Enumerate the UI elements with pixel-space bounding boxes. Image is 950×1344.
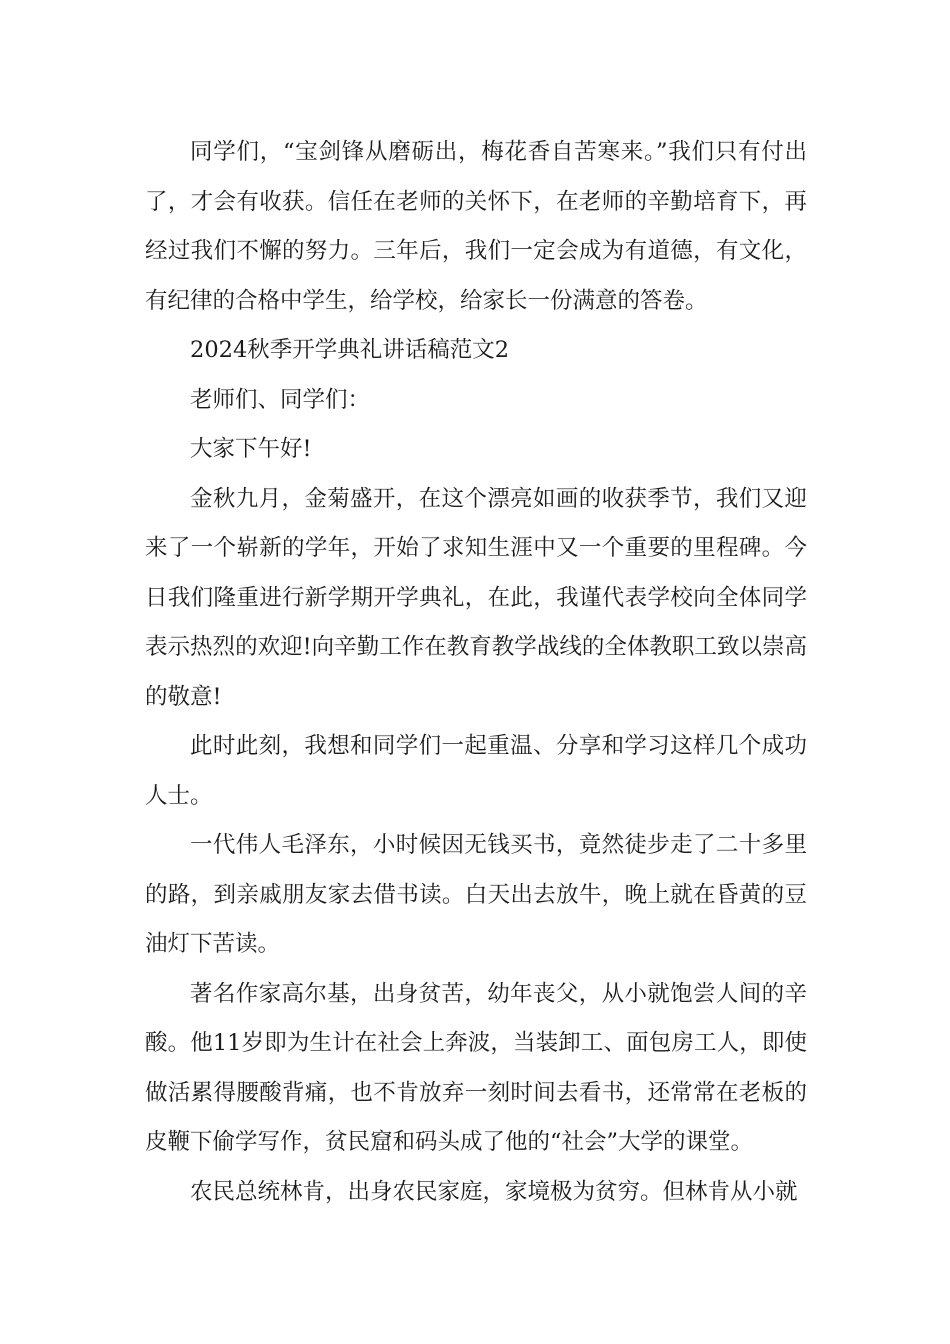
greeting: 大家下午好!	[190, 436, 312, 462]
salutation: 老师们、同学们：	[190, 386, 371, 413]
paragraph-mao: 一代伟人毛泽东，小时候因无钱买书，竟然徒步走了二十多里的路，到亲戚朋友家去借书读。白天出去放牛，晚上就在昏黄的豆油灯下苦读。	[145, 832, 807, 957]
section-title: 2024秋季开学典礼讲话稿范文2	[190, 337, 510, 363]
paragraph-gorky: 著名作家高尔基，出身贫苦，幼年丧父，从小就饱尝人间的辛酸。他11岁即为生计在社会上奔波，当装卸工、面包房工人，即使做活累得腰酸背痛，也不肯放弃一刻时间去看书，还常常在老板的皮鞭下偷学写作，贫民窟和码头成了他的“社会”大学的课堂。	[145, 980, 807, 1155]
paragraph-perseverance: 同学们，“宝剑锋从磨砺出，梅花香自苦寒来。”我们只有付出了，才会有收获。信任在老师的关怀下，在老师的辛勤培育下，再经过我们不懈的努力。三年后，我们一定会成为有道德，有文化，有纪律的合格中学生，给学校，给家长一份满意的答卷。	[145, 139, 807, 314]
paragraph-welcome: 金秋九月，金菊盛开，在这个漂亮如画的收获季节，我们又迎来了一个崭新的学年，开始了求知生涯中又一个重要的里程碑。今日我们隆重进行新学期开学典礼，在此，我谨代表学校向全体同学表示热烈的欢迎!向辛勤工作在教育教学战线的全体教职工致以崇高的敬意!	[145, 485, 807, 710]
document-body	[145, 128, 807, 1217]
paragraph-lincoln: 农民总统林肯，出身农民家庭，家境极为贫穷。但林肯从小就	[190, 1178, 798, 1205]
paragraph-intro-figures: 此时此刻，我想和同学们一起重温、分享和学习这样几个成功人士。	[145, 733, 807, 809]
